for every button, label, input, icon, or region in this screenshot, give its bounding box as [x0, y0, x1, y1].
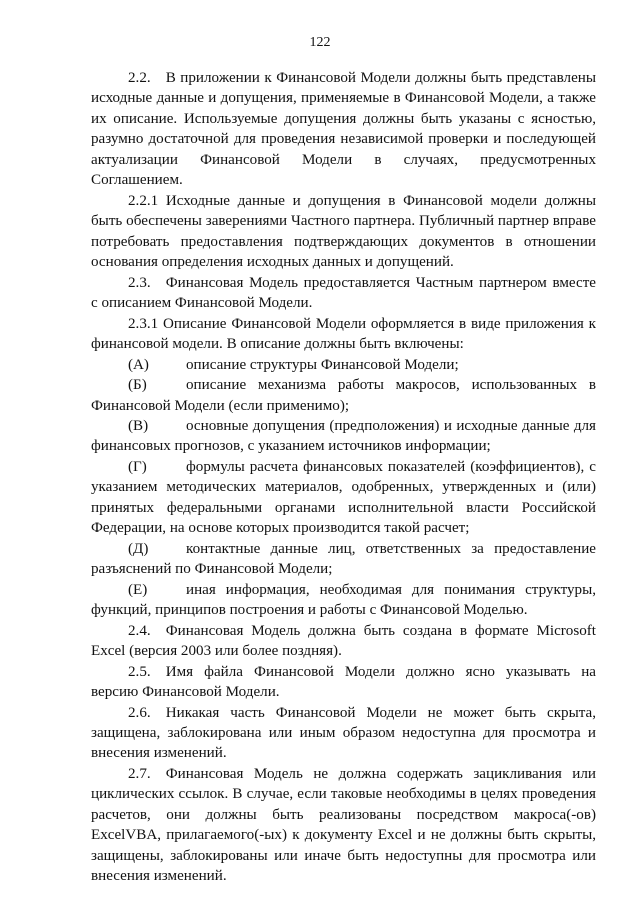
page-number: 122: [309, 35, 331, 50]
list-item-text: основные допущения (предположения) и исходные данные для финансовых прогнозов, с указанием источников информации;: [91, 417, 596, 455]
list-marker: (Д): [128, 540, 149, 557]
list-item-text: иная информация, необходимая для понимания структуры, функций, принципов построения и работы с Финансовой Моделью.: [91, 581, 596, 619]
list-item-text: контактные данные лиц, ответственных за предоставление разъяснений по Финансовой Модели;: [91, 540, 596, 578]
list-marker: (Е): [128, 581, 148, 598]
list-marker: (Г): [128, 458, 147, 475]
list-item-b: [91, 375, 596, 416]
list-item-e: [91, 580, 596, 621]
list-item-v: [91, 416, 596, 457]
paragraph-2-5: 2.5. Имя файла Финансовой Модели должно ясно указывать на версию Финансовой Модели.: [91, 663, 596, 701]
paragraph-2-4: 2.4. Финансовая Модель должна быть создана в формате Microsoft Excel (версия 2003 или более поздняя).: [91, 622, 596, 660]
list-item-text: описание механизма работы макросов, использованных в Финансовой Модели (если применимо);: [91, 377, 596, 414]
list-item-text: формулы расчета финансовых показателей (коэффициентов), с указанием методических материалов, одобренных, утвержденных и (или) принятых федеральными органами исполнительной власти Российской Федерации, на основе которых производится такой расчет;: [91, 458, 596, 537]
paragraph-2-2-1: 2.2.1 Исходные данные и допущения в Финансовой модели должны быть обеспечены заверениями Частного партнера. Публичный партнер вправе потребовать предоставления подтверждающих документов в отношении основания определения исходных данных и допущений.: [91, 192, 596, 271]
paragraph-2-6: 2.6. Никакая часть Финансовой Модели не может быть скрыта, защищена, заблокирована или иным образом недоступна для просмотра и внесения изменений.: [91, 704, 596, 762]
list-marker: (В): [128, 417, 149, 434]
paragraph-2-2: 2.2. В приложении к Финансовой Модели должны быть представлены исходные данные и допущения, применяемые в Финансовой Модели, а также их описание. Используемые допущения должны быть указаны с ясностью, разумно достаточной для проведения независимой проверки и последующей актуализации Финансовой Модели в случаях, предусмотренных Соглашением.: [91, 70, 596, 189]
paragraph-2-3: 2.3. Финансовая Модель предоставляется Частным партнером вместе с описанием Финансовой Модели.: [91, 274, 596, 312]
paragraph-2-7: 2.7. Финансовая Модель не должна содержать зацикливания или циклических ссылок. В случае, если таковые необходимы в целях проведения расчетов, они должны быть реализованы посредством макроса(-ов) ExcelVBA, прилагаемого(-ых) к документу Excel и не должны быть скрыты, защищены, заблокированы или иначе быть недоступны для просмотра или внесения изменений.: [91, 765, 596, 885]
list-marker: (Б): [128, 377, 147, 394]
list-item-a: [91, 355, 596, 375]
document-body: [91, 68, 596, 887]
list-marker: (А): [128, 356, 149, 373]
list-item-g: [91, 457, 596, 539]
list-item-text: описание структуры Финансовой Модели;: [186, 356, 459, 373]
paragraph-2-3-1: 2.3.1 Описание Финансовой Модели оформляется в виде приложения к финансовой модели. В описание должны быть включены:: [91, 315, 596, 353]
list-item-d: [91, 539, 596, 580]
